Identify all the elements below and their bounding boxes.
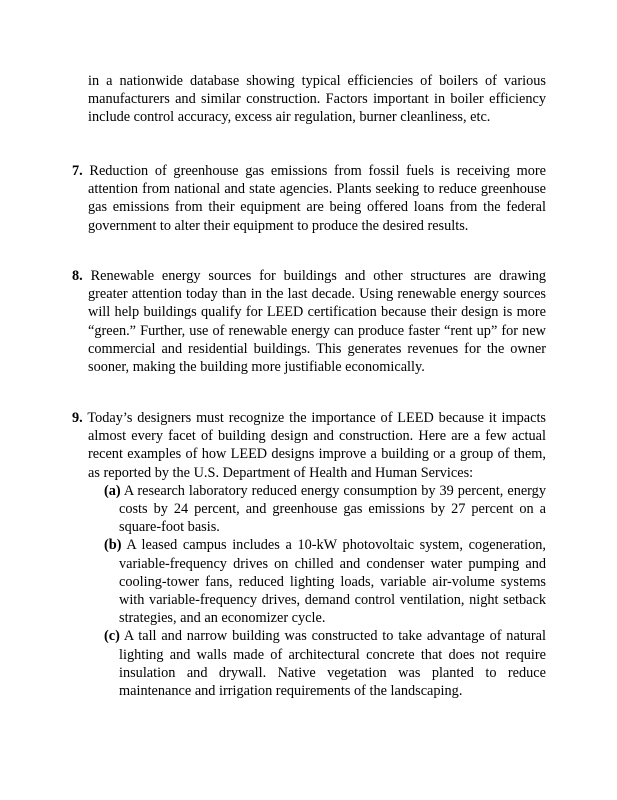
sub-item-letter: (b) [104,537,122,554]
sub-item-text: A tall and narrow building was constructed to take advantage of natural lighting and walls made of architectural concrete that does not require insulation and drywall. Native vegetation was planted to reduce maintenance and irrigation requirements of the landscaping. [119,628,546,700]
sub-item-a [104,482,546,537]
sub-item-letter: (a) [104,482,121,499]
sub-item-b [104,536,546,627]
item-number: 7. [72,163,83,179]
continued-paragraph-text: in a nationwide database showing typical efficiencies of boilers of various manufacturers and similar construction. Factors important in boiler efficiency include control accuracy, excess air regulation, burner cleanliness, etc. [88,73,546,126]
list-item-9 [72,409,546,700]
item-number: 9. [72,410,83,426]
item-text: Today’s designers must recognize the importance of LEED because it impacts almost every facet of building design and construction. Here are a few actual recent examples of how LEED designs improve a building or a group of them, as reported by the U.S. Department of Health and Human Services: [87,410,547,481]
item-number: 8. [72,268,83,284]
sub-item-letter: (c) [104,628,120,645]
sub-item-c [104,627,546,700]
continued-paragraph [88,72,546,127]
sub-item-text: A leased campus includes a 10-kW photovoltaic system, cogeneration, variable-frequency drives on chilled and condenser water pumping and cooling-tower fans, reduced lighting loads, variable air-volume systems with variable-frequency drives, demand control ventilation, night setback strategies, and an economizer cycle. [119,537,546,627]
sub-item-text: A research laboratory reduced energy consumption by 39 percent, energy costs by 24 percent, and greenhouse gas emissions by 27 percent on a square-foot basis. [119,482,546,536]
list-item-8 [72,267,546,376]
list-item-7 [72,162,546,235]
item-text: Renewable energy sources for buildings and other structures are drawing greater attention today than in the last decade. Using renewable energy sources will help buildings qualify for LEED certification because their design is more “green.” Further, use of renewable energy can produce faster “rent up” for new commercial and residential buildings. This generates revenues for the owner sooner, making the building more justifiable economically. [88,268,546,376]
item-text: Reduction of greenhouse gas emissions from fossil fuels is receiving more attention from national and state agencies. Plants seeking to reduce greenhouse gas emissions from their equipment are being offered loans from the federal government to alter their equipment to produce the desired results. [88,163,546,234]
